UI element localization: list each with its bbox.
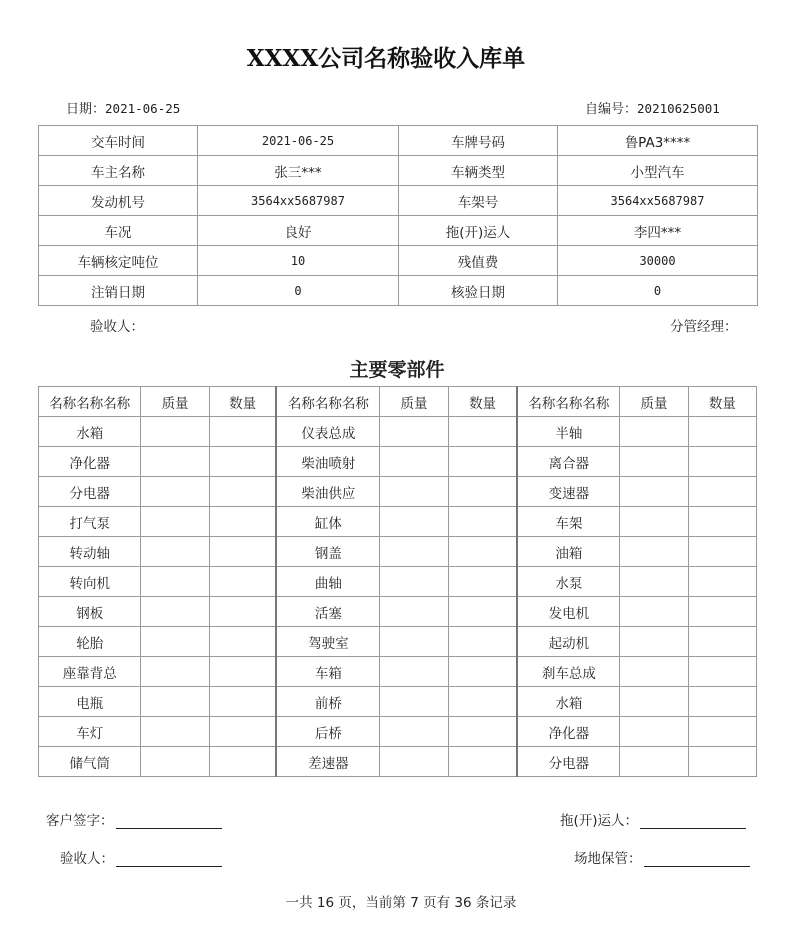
part-quantity-cell[interactable] (448, 507, 517, 537)
parts-row (39, 507, 757, 537)
part-quantity-cell[interactable] (209, 417, 276, 447)
part-quantity-cell[interactable] (688, 567, 756, 597)
part-quality-cell[interactable] (141, 567, 209, 597)
info-row (39, 186, 758, 216)
part-quantity-cell[interactable] (209, 657, 276, 687)
part-name: 座靠背总 (39, 657, 141, 687)
parts-row (39, 567, 757, 597)
part-name: 水泵 (517, 567, 619, 597)
parts-row (39, 657, 757, 687)
info-value: 良好 (198, 216, 399, 246)
info-label: 拖(开)运人 (399, 216, 558, 246)
part-name: 刹车总成 (517, 657, 619, 687)
part-quality-cell[interactable] (141, 747, 209, 777)
info-label: 交车时间 (39, 126, 198, 156)
part-name: 差速器 (276, 747, 379, 777)
info-value: 0 (198, 276, 399, 306)
part-quality-cell[interactable] (620, 687, 688, 717)
part-quality-cell[interactable] (620, 717, 688, 747)
part-quality-cell[interactable] (380, 747, 448, 777)
parts-column-header: 质量 (620, 387, 688, 417)
info-value: 李四*** (558, 216, 758, 246)
part-quantity-cell[interactable] (209, 537, 276, 567)
part-quantity-cell[interactable] (688, 417, 756, 447)
vehicle-info-table (38, 125, 758, 306)
part-quality-cell[interactable] (620, 567, 688, 597)
parts-row (39, 477, 757, 507)
part-quality-cell[interactable] (380, 417, 448, 447)
info-value: 鲁PA3**** (558, 126, 758, 156)
part-quantity-cell[interactable] (448, 657, 517, 687)
site-keeper-signature-line[interactable] (644, 852, 750, 867)
info-label: 注销日期 (39, 276, 198, 306)
transporter-signature-label: 拖(开)运人： (560, 813, 639, 829)
part-quantity-cell[interactable] (448, 537, 517, 567)
part-quality-cell[interactable] (620, 477, 688, 507)
part-name: 发电机 (517, 597, 619, 627)
info-label: 车牌号码 (399, 126, 558, 156)
parts-column-header: 数量 (688, 387, 756, 417)
part-quantity-cell[interactable] (688, 447, 756, 477)
part-quality-cell[interactable] (620, 447, 688, 477)
part-quality-cell[interactable] (141, 447, 209, 477)
part-quantity-cell[interactable] (448, 567, 517, 597)
parts-column-header: 数量 (448, 387, 517, 417)
parts-column-header: 名称名称名称 (276, 387, 379, 417)
part-quantity-cell[interactable] (209, 717, 276, 747)
date-value: 2021-06-25 (105, 101, 181, 116)
part-quantity-cell[interactable] (209, 627, 276, 657)
part-name: 车灯 (39, 717, 141, 747)
parts-row (39, 447, 757, 477)
part-quantity-cell[interactable] (448, 597, 517, 627)
date-field (66, 98, 180, 117)
part-name: 油箱 (517, 537, 619, 567)
customer-signature (46, 809, 222, 829)
part-quality-cell[interactable] (380, 627, 448, 657)
part-quantity-cell[interactable] (209, 447, 276, 477)
part-quality-cell[interactable] (380, 447, 448, 477)
part-quality-cell[interactable] (141, 717, 209, 747)
part-quality-cell[interactable] (380, 717, 448, 747)
part-quality-cell[interactable] (141, 417, 209, 447)
part-name: 分电器 (39, 477, 141, 507)
part-name: 钢盖 (276, 537, 379, 567)
parts-column-header: 名称名称名称 (517, 387, 619, 417)
parts-column-header: 质量 (141, 387, 209, 417)
info-label: 残值费 (399, 246, 558, 276)
info-value: 张三*** (198, 156, 399, 186)
part-name: 水箱 (39, 417, 141, 447)
parts-column-header: 名称名称名称 (39, 387, 141, 417)
part-name: 柴油供应 (276, 477, 379, 507)
part-quantity-cell[interactable] (688, 537, 756, 567)
parts-row (39, 597, 757, 627)
part-quantity-cell[interactable] (688, 477, 756, 507)
info-value: 2021-06-25 (198, 126, 399, 156)
part-quality-cell[interactable] (380, 477, 448, 507)
info-value: 10 (198, 246, 399, 276)
info-row (39, 126, 758, 156)
part-quality-cell[interactable] (620, 747, 688, 777)
part-name: 驾驶室 (276, 627, 379, 657)
parts-row (39, 417, 757, 447)
customer-signature-line[interactable] (116, 814, 222, 829)
part-name: 缸体 (276, 507, 379, 537)
part-quality-cell[interactable] (141, 687, 209, 717)
part-name: 仪表总成 (276, 417, 379, 447)
info-row (39, 156, 758, 186)
part-quantity-cell[interactable] (448, 687, 517, 717)
part-name: 起动机 (517, 627, 619, 657)
part-name: 半轴 (517, 417, 619, 447)
part-quality-cell[interactable] (620, 597, 688, 627)
info-value: 3564xx5687987 (198, 186, 399, 216)
info-row (39, 276, 758, 306)
part-quality-cell[interactable] (380, 687, 448, 717)
part-quality-cell[interactable] (380, 597, 448, 627)
parts-row (39, 747, 757, 777)
part-quality-cell[interactable] (620, 507, 688, 537)
part-quality-cell[interactable] (380, 537, 448, 567)
part-quantity-cell[interactable] (688, 507, 756, 537)
part-name: 曲轴 (276, 567, 379, 597)
parts-row (39, 687, 757, 717)
part-quantity-cell[interactable] (448, 477, 517, 507)
info-row (39, 246, 758, 276)
info-value: 小型汽车 (558, 156, 758, 186)
part-quantity-cell[interactable] (688, 717, 756, 747)
part-name: 分电器 (517, 747, 619, 777)
pagination-info: 一共 16 页，当前第 7 页有 36 条记录 (285, 895, 517, 911)
info-label: 车架号 (399, 186, 558, 216)
transporter-signature (560, 809, 746, 829)
info-label: 核验日期 (399, 276, 558, 306)
info-label: 车辆类型 (399, 156, 558, 186)
part-quality-cell[interactable] (380, 657, 448, 687)
part-name: 活塞 (276, 597, 379, 627)
part-name: 转动轴 (39, 537, 141, 567)
part-name: 储气筒 (39, 747, 141, 777)
part-quantity-cell[interactable] (688, 627, 756, 657)
part-name: 车箱 (276, 657, 379, 687)
part-quantity-cell[interactable] (688, 747, 756, 777)
info-label: 发动机号 (39, 186, 198, 216)
part-quality-cell[interactable] (141, 597, 209, 627)
part-name: 钢板 (39, 597, 141, 627)
parts-section-title: 主要零部件 (349, 359, 445, 381)
part-quantity-cell[interactable] (209, 567, 276, 597)
part-name: 前桥 (276, 687, 379, 717)
part-quantity-cell[interactable] (209, 477, 276, 507)
part-quantity-cell[interactable] (448, 717, 517, 747)
part-name: 柴油喷射 (276, 447, 379, 477)
part-name: 转向机 (39, 567, 141, 597)
page-title: XXXX公司名称验收入库单 (246, 45, 526, 72)
part-name: 离合器 (517, 447, 619, 477)
part-quantity-cell[interactable] (448, 747, 517, 777)
part-quantity-cell[interactable] (688, 687, 756, 717)
part-name: 后桥 (276, 717, 379, 747)
transporter-signature-line[interactable] (640, 814, 746, 829)
site-keeper-signature (574, 847, 750, 867)
part-quality-cell[interactable] (141, 627, 209, 657)
part-name: 水箱 (517, 687, 619, 717)
parts-header-row (39, 387, 757, 417)
serial-number-label: 自编号： (585, 102, 638, 117)
part-name: 电瓶 (39, 687, 141, 717)
inspector-signature-line[interactable] (116, 852, 222, 867)
info-value: 0 (558, 276, 758, 306)
info-row (39, 216, 758, 246)
part-quality-cell[interactable] (620, 537, 688, 567)
parts-row (39, 537, 757, 567)
part-quantity-cell[interactable] (688, 597, 756, 627)
info-value: 30000 (558, 246, 758, 276)
part-quality-cell[interactable] (620, 657, 688, 687)
part-quality-cell[interactable] (380, 567, 448, 597)
info-label: 车主名称 (39, 156, 198, 186)
parts-row (39, 717, 757, 747)
part-quality-cell[interactable] (141, 537, 209, 567)
part-name: 净化器 (39, 447, 141, 477)
part-quality-cell[interactable] (380, 507, 448, 537)
part-name: 车架 (517, 507, 619, 537)
info-value: 3564xx5687987 (558, 186, 758, 216)
part-quality-cell[interactable] (141, 477, 209, 507)
info-label: 车辆核定吨位 (39, 246, 198, 276)
part-quantity-cell[interactable] (448, 627, 517, 657)
part-name: 变速器 (517, 477, 619, 507)
parts-column-header: 质量 (380, 387, 448, 417)
part-quantity-cell[interactable] (209, 507, 276, 537)
part-quantity-cell[interactable] (688, 657, 756, 687)
parts-row (39, 627, 757, 657)
part-name: 打气泵 (39, 507, 141, 537)
part-quantity-cell[interactable] (209, 687, 276, 717)
customer-signature-label: 客户签字： (46, 813, 114, 829)
parts-column-header: 数量 (209, 387, 276, 417)
part-quantity-cell[interactable] (209, 597, 276, 627)
parts-table (38, 386, 757, 777)
part-quality-cell[interactable] (141, 657, 209, 687)
part-quantity-cell[interactable] (448, 417, 517, 447)
part-quality-cell[interactable] (620, 627, 688, 657)
part-name: 轮胎 (39, 627, 141, 657)
date-label: 日期： (66, 102, 106, 117)
manager-signature-label: 分管经理： (670, 319, 738, 335)
info-label: 车况 (39, 216, 198, 246)
inspector-signature-label-bottom: 验收人： (60, 851, 114, 867)
part-quality-cell[interactable] (620, 417, 688, 447)
inspector-signature (60, 847, 222, 867)
part-quantity-cell[interactable] (448, 447, 517, 477)
serial-number-value: 20210625001 (637, 101, 720, 116)
serial-number-field (585, 98, 720, 117)
inspector-signature-label: 验收人： (90, 319, 144, 335)
part-name: 净化器 (517, 717, 619, 747)
part-quality-cell[interactable] (141, 507, 209, 537)
site-keeper-signature-label: 场地保管： (574, 851, 642, 867)
part-quantity-cell[interactable] (209, 747, 276, 777)
